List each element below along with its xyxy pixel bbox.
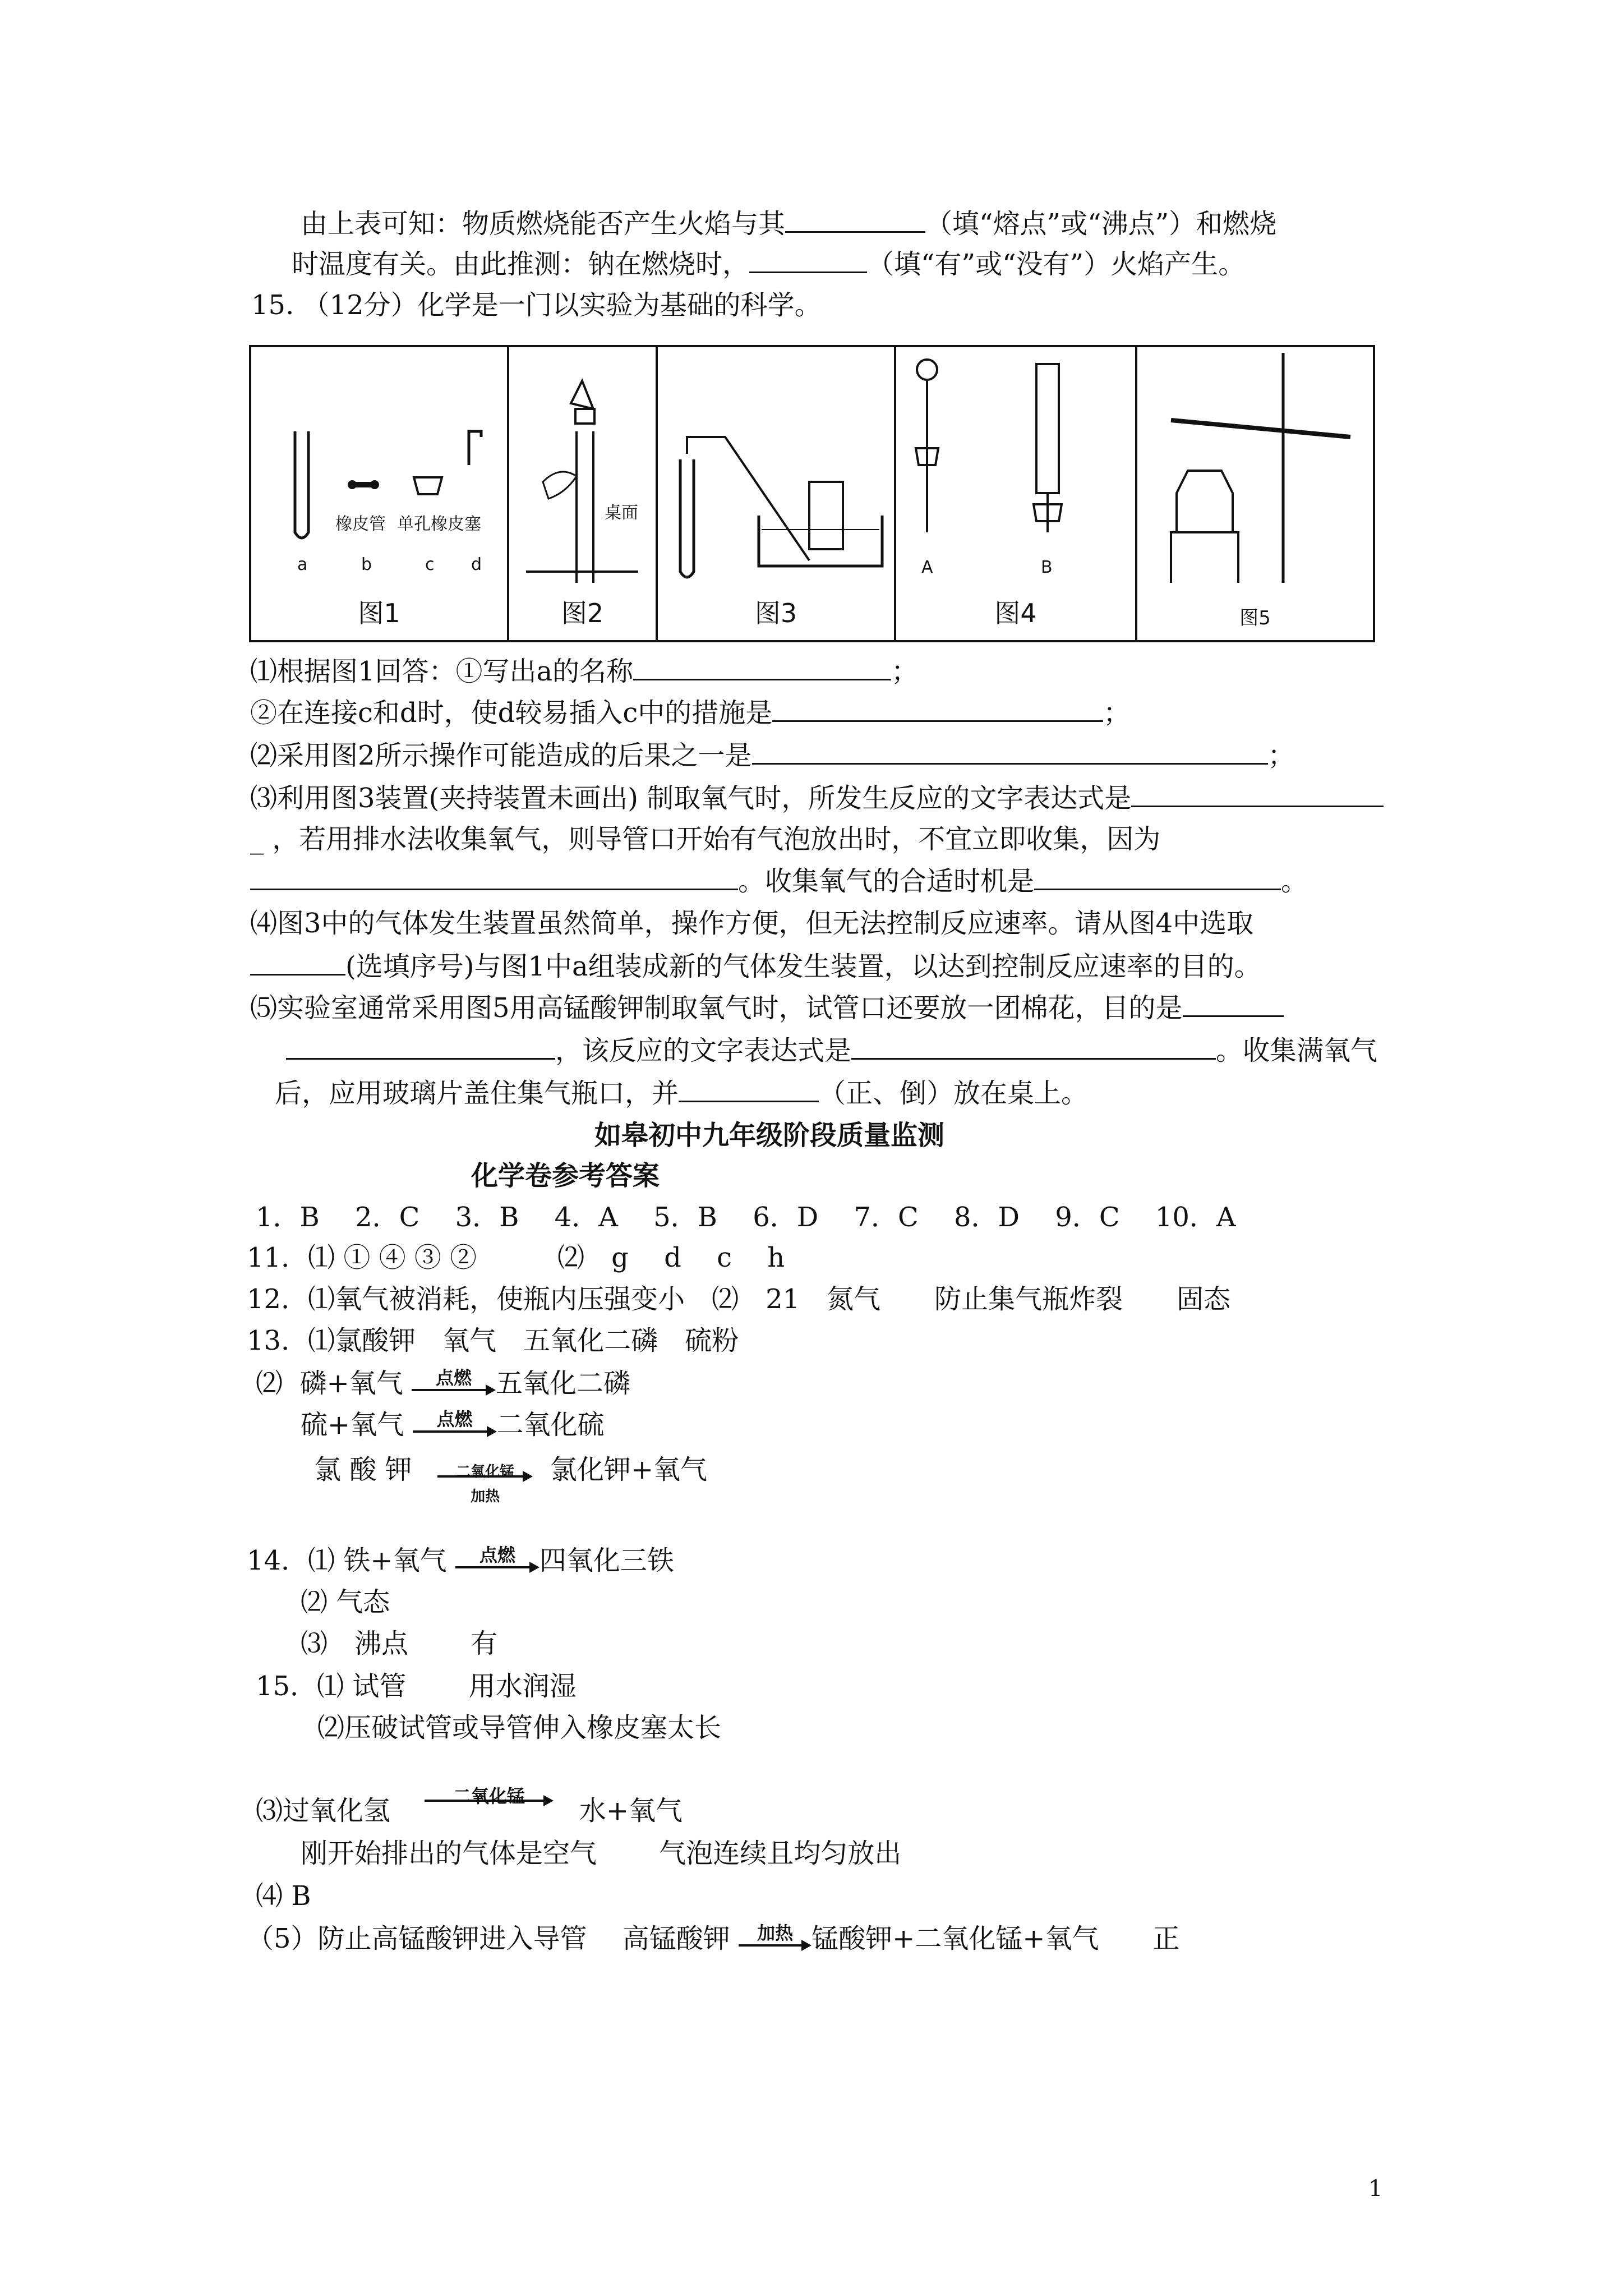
lab-equipment-illustration — [251, 347, 507, 583]
gas-collection-illustration — [658, 347, 893, 583]
text: 硫+氧气 — [301, 1409, 404, 1441]
equation-line — [256, 1366, 630, 1400]
caption-figure-5: 图5 — [1239, 607, 1271, 629]
funnel-syringe-illustration — [896, 347, 1135, 583]
text-line — [250, 822, 1160, 856]
answer-12: 12．⑴氧气被消耗，使瓶内压强变小 ⑵ 21 氮气 防止集气瓶炸裂 固态 — [247, 1283, 1231, 1315]
answer-15-4: ⑷ B — [256, 1880, 311, 1912]
text-line — [301, 206, 1276, 241]
text: ⑵采用图2所示操作可能造成的后果之一是 — [250, 740, 752, 771]
text: 。收集满氧气 — [1216, 1035, 1378, 1066]
equation-line — [256, 1785, 683, 1828]
answer-blank[interactable] — [752, 738, 1268, 765]
text-line — [275, 1076, 1088, 1110]
reaction-condition: 二氧化锰 — [456, 1463, 515, 1480]
label-a: a — [297, 555, 308, 574]
text: 后，应用玻璃片盖住集气瓶口，并 — [275, 1078, 679, 1109]
text: ； — [891, 656, 919, 687]
text-line — [250, 864, 1308, 898]
text: ⑸实验室通常采用图5用高锰酸钾制取氧气时，试管口还要放一团棉花，目的是 — [250, 992, 1183, 1024]
reaction-arrow — [425, 1785, 554, 1826]
text-line — [292, 247, 1245, 281]
text: ； — [1103, 697, 1131, 729]
figure-4 — [896, 347, 1137, 640]
text: ②在连接c和d时，使d较易插入c中的措施是 — [250, 697, 773, 729]
reaction-arrow — [455, 1544, 540, 1576]
answer-blank[interactable] — [785, 206, 925, 233]
reaction-arrow — [412, 1366, 496, 1399]
text-line — [250, 781, 1384, 815]
text: 。 — [1281, 866, 1308, 897]
reaction-arrow — [413, 1408, 497, 1441]
text-line — [286, 1033, 1377, 1068]
answer-15-2: ⑵压破试管或导管伸入橡皮塞太长 — [317, 1712, 722, 1743]
caption-figure-4: 图4 — [994, 598, 1037, 628]
text: _ ，若用排水法收集氧气，则导管口开始有气泡放出时，不宜立即收集，因为 — [250, 823, 1161, 855]
answer-blank[interactable] — [772, 696, 1103, 722]
figure-2 — [509, 347, 658, 640]
answer-blank[interactable] — [633, 654, 891, 680]
page-number: 1 — [1368, 2176, 1383, 2202]
text: ，该反应的文字表达式是 — [555, 1035, 852, 1066]
answer-blank[interactable] — [250, 949, 345, 976]
heating-apparatus-illustration — [1137, 347, 1373, 583]
figure-5 — [1137, 347, 1373, 640]
answer-blank[interactable] — [851, 1033, 1216, 1060]
caption-figure-1: 图1 — [358, 598, 400, 628]
reaction-condition: 加热 — [471, 1488, 500, 1505]
answers-heading: 如皋初中九年级阶段质量监测 — [594, 1120, 945, 1151]
label-b: b — [361, 555, 372, 574]
caption-figure-2: 图2 — [561, 598, 604, 628]
label-A: A — [921, 558, 933, 577]
text: ； — [1267, 740, 1295, 771]
answer-15-1: 15．⑴ 试管 用水润湿 — [256, 1671, 577, 1702]
text: 。收集氧气的合适时机是 — [738, 866, 1035, 897]
equation-line — [314, 1453, 708, 1505]
text: 氯 酸 钾 — [314, 1454, 412, 1485]
figure-3 — [658, 347, 896, 640]
text: ⑷图3中的气体发生装置虽然简单，操作方便，但无法控制反应速率。请从图4中选取 — [250, 908, 1254, 939]
label-c: c — [425, 555, 435, 574]
answer-blank[interactable] — [679, 1076, 819, 1102]
caption-figure-3: 图3 — [754, 598, 797, 628]
figure-1 — [251, 347, 509, 640]
answer-blank[interactable] — [749, 247, 867, 273]
text: ⑵ — [256, 1368, 283, 1399]
text: 二氧化硫 — [496, 1409, 605, 1441]
text: 14．⑴ — [247, 1545, 335, 1576]
text-line — [250, 949, 1261, 983]
text: 磷+氧气 — [299, 1368, 403, 1399]
reaction-condition: 点燃 — [436, 1366, 472, 1388]
text: 铁+氧气 — [343, 1545, 447, 1576]
text-line — [250, 738, 1295, 772]
text: 时温度有关。由此推测：钠在燃烧时， — [292, 249, 750, 280]
equation-line — [247, 1922, 1180, 1955]
reaction-arrow — [739, 1922, 811, 1954]
figure-strip — [249, 345, 1375, 642]
text-line — [250, 654, 918, 688]
answer-14-2: ⑵ 气态 — [301, 1586, 390, 1618]
text: (选填序号)与图1中a组装成新的气体发生装置，以达到控制反应速率的目的。 — [345, 951, 1261, 982]
label-d: d — [471, 555, 482, 574]
text-line — [250, 907, 1253, 940]
test-tube-illustration — [509, 347, 655, 583]
text-line — [250, 696, 1130, 730]
answer-blank[interactable] — [1131, 781, 1384, 807]
text: （填“熔点”或“沸点”）和燃烧 — [925, 208, 1277, 240]
equation-line — [247, 1544, 674, 1577]
answer-blank[interactable] — [1034, 864, 1281, 890]
answer-11: 11．⑴ ① ④ ③ ② ⑵ g d c h — [247, 1242, 785, 1273]
reaction-condition: 二氧化锰 — [453, 1785, 525, 1807]
answer-blank[interactable] — [1183, 991, 1284, 1017]
label-B: B — [1041, 558, 1053, 577]
answer-mc: 1．B 2．C 3．B 4．A 5．B 6．D 7．C 8．D 9．C 10．A — [256, 1202, 1236, 1233]
reaction-arrow — [437, 1458, 533, 1505]
text: （填“有”或“没有”）火焰产生。 — [867, 249, 1246, 280]
text: 水+氧气 — [579, 1795, 683, 1826]
reaction-condition: 点燃 — [436, 1408, 473, 1430]
reaction-condition: 点燃 — [479, 1544, 515, 1566]
answer-15-3b: 刚开始排出的气体是空气 气泡连续且均匀放出 — [301, 1838, 902, 1869]
text: （5）防止高锰酸钾进入导管 高锰酸钾 — [247, 1923, 730, 1954]
text: ⑶过氧化氢 — [256, 1795, 391, 1826]
label-desk: 桌面 — [605, 503, 638, 523]
text: 由上表可知：物质燃烧能否产生火焰与其 — [301, 208, 786, 240]
text: 五氧化二磷 — [496, 1368, 631, 1399]
text: ⑶利用图3装置(夹持装置未画出) 制取氧气时，所发生反应的文字表达式是 — [250, 783, 1132, 814]
answer-blank[interactable] — [250, 864, 738, 890]
answer-blank[interactable] — [286, 1033, 555, 1060]
answer-14-3: ⑶ 沸点 有 — [301, 1628, 498, 1659]
answers-subheading: 化学卷参考答案 — [471, 1160, 660, 1191]
text: ⑴根据图1回答：①写出a的名称 — [250, 656, 634, 687]
text: （正、倒）放在桌上。 — [819, 1078, 1089, 1109]
text-line — [250, 991, 1284, 1025]
question-title: 15. （12分）化学是一门以实验为基础的科学。 — [251, 289, 822, 321]
text: 锰酸钾+二氧化锰+氧气 正 — [811, 1923, 1180, 1954]
equation-line — [301, 1408, 605, 1442]
text: 氯化钾+氧气 — [550, 1454, 708, 1485]
label-stopper: 单孔橡皮塞 — [397, 514, 481, 534]
answer-13-1: 13．⑴氯酸钾 氧气 五氧化二磷 硫粉 — [247, 1325, 739, 1356]
reaction-condition: 加热 — [757, 1922, 794, 1944]
text: 四氧化三铁 — [539, 1545, 674, 1576]
label-rubber-tube: 橡皮管 — [335, 514, 386, 534]
